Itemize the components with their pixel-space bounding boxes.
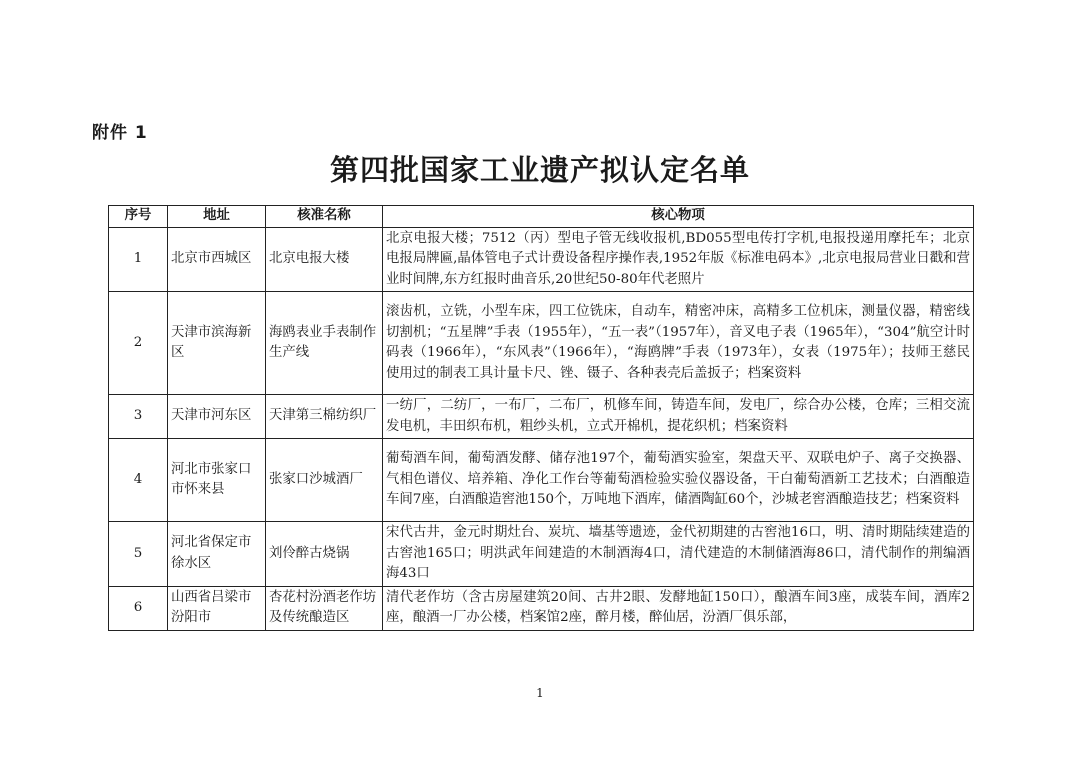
header-address: 地址 [168, 206, 266, 228]
cell-name: 张家口沙城酒厂 [266, 439, 383, 522]
cell-items: 滚齿机，立铣，小型车床，四工位铣床，自动车，精密冲床，高精多工位机床，测量仪器，精密线切割机；“五星牌”手表（1955年），“五一表”（1957年），音叉电子表（1965年），“304”航空计时码表（1966年），“东风表”（1966年），“海鸥牌”手表（1973年），女表（1975年）；技师王慈民使用过的制表工具计量卡尺、锉、镊子、各种表壳后盖扳子；档案资料 [383, 292, 974, 395]
table-header-row [109, 206, 974, 228]
header-name: 核准名称 [266, 206, 383, 228]
header-no: 序号 [109, 206, 168, 228]
cell-no: 2 [109, 292, 168, 395]
heritage-list-table [108, 205, 974, 631]
cell-address: 北京市西城区 [168, 227, 266, 292]
cell-address: 山西省吕梁市汾阳市 [168, 586, 266, 630]
page-number: 1 [536, 686, 544, 700]
cell-no: 5 [109, 522, 168, 587]
cell-no: 1 [109, 227, 168, 292]
cell-name: 天津第三棉纺织厂 [266, 395, 383, 439]
cell-no: 4 [109, 439, 168, 522]
cell-name: 刘伶醉古烧锅 [266, 522, 383, 587]
cell-address: 河北市张家口市怀来县 [168, 439, 266, 522]
table-row [109, 395, 974, 439]
table-row [109, 522, 974, 587]
cell-items: 北京电报大楼；7512（丙）型电子管无线收报机,BD055型电传打字机,电报投递用摩托车；北京电报局牌匾,晶体管电子式计费设备程序操作表,1952年版《标准电码本》,北京电报局营业日戳和营业时间牌,东方红报时曲音乐,20世纪50-80年代老照片 [383, 227, 974, 292]
cell-name: 北京电报大楼 [266, 227, 383, 292]
cell-items: 葡萄酒车间，葡萄酒发酵、储存池197个，葡萄酒实验室，架盘天平、双联电炉子、离子交换器、气相色谱仪、培养箱、净化工作台等葡萄酒检验实验仪器设备，干白葡萄酒新工艺技术；白酒酿造车间7座，白酒酿造窖池150个，万吨地下酒库，储酒陶缸60个，沙城老窖酒酿造技艺；档案资料 [383, 439, 974, 522]
cell-address: 天津市河东区 [168, 395, 266, 439]
table-row [109, 227, 974, 292]
table-row [109, 439, 974, 522]
cell-name: 杏花村汾酒老作坊及传统酿造区 [266, 586, 383, 630]
header-items: 核心物项 [383, 206, 974, 228]
cell-name: 海鸥表业手表制作生产线 [266, 292, 383, 395]
cell-items: 清代老作坊（含古房屋建筑20间、古井2眼、发酵地缸150口），酿酒车间3座，成装车间，酒库2座，酿酒一厂办公楼，档案馆2座，醉月楼，醉仙居，汾酒厂俱乐部， [383, 586, 974, 630]
cell-no: 3 [109, 395, 168, 439]
document-title: 第四批国家工业遗产拟认定名单 [329, 153, 750, 187]
attachment-label: 附件 1 [92, 123, 148, 143]
table-row [109, 586, 974, 630]
cell-no: 6 [109, 586, 168, 630]
cell-address: 天津市滨海新区 [168, 292, 266, 395]
cell-address: 河北省保定市徐水区 [168, 522, 266, 587]
cell-items: 宋代古井，金元时期灶台、炭坑、墙基等遗迹，金代初期建的古窖池16口，明、清时期陆续建造的古窖池165口；明洪武年间建造的木制酒海4口，清代建造的木制储酒海86口，清代制作的荆编酒海43口 [383, 522, 974, 587]
cell-items: 一纺厂，二纺厂，一布厂，二布厂，机修车间，铸造车间，发电厂，综合办公楼，仓库；三相交流发电机，丰田织布机，粗纱头机，立式开棉机，提花织机；档案资料 [383, 395, 974, 439]
table-row [109, 292, 974, 395]
